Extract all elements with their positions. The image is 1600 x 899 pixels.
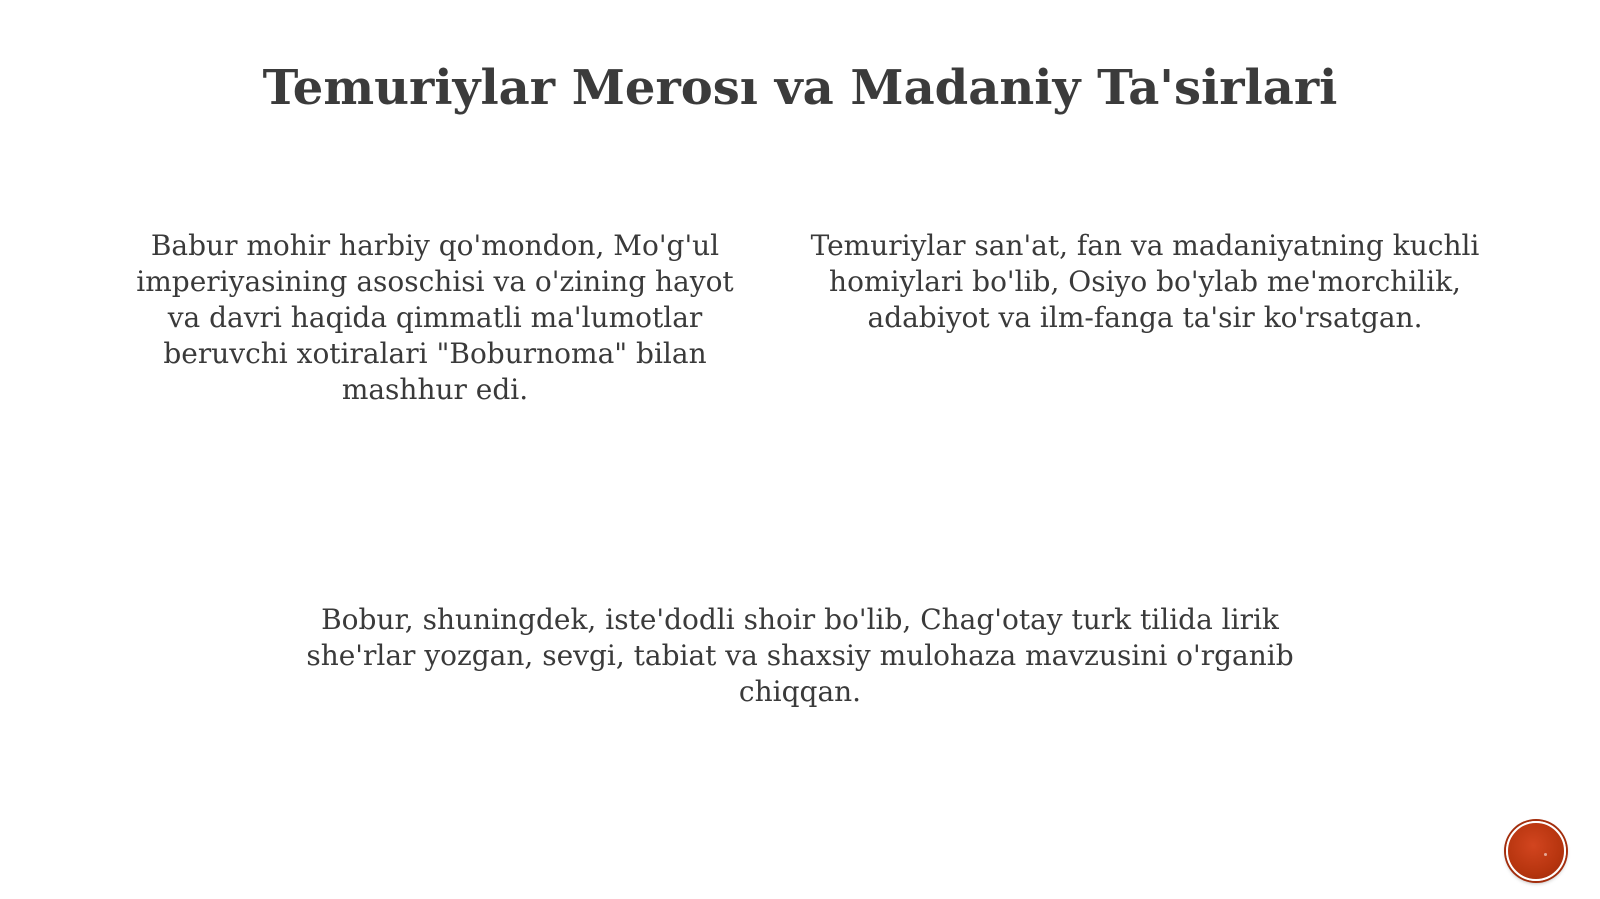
text-block-babur-commander: Babur mohir harbiy qo'mondon, Mo'g'ul imperiyasining asoschisi va o'zining hayot va davri haqida qimmatli ma'lumotlar beruvchi xotiralari "Boburnoma" bilan mashhur edi. <box>136 229 734 406</box>
text-block-babur-poet: Bobur, shuningdek, iste'dodli shoir bo'lib, Chag'otay turk tilida lirik she'rlar yozgan, sevgi, tabiat va shaxsiy mulohaza mavzusini o'rganib chiqqan. <box>306 603 1294 708</box>
highlight-dot <box>1544 853 1547 856</box>
slide-title: Temuriylar Merosı va Madaniy Ta'sirlari <box>262 60 1338 116</box>
text-block-timurid-patrons: Temuriylar san'at, fan va madaniyatning kuchli homiylari bo'lib, Osiyo bo'ylab me'morchilik, adabiyot va ilm-fanga ta'sir ko'rsatgan. <box>810 229 1480 334</box>
circle-button-icon[interactable] <box>1506 821 1566 881</box>
